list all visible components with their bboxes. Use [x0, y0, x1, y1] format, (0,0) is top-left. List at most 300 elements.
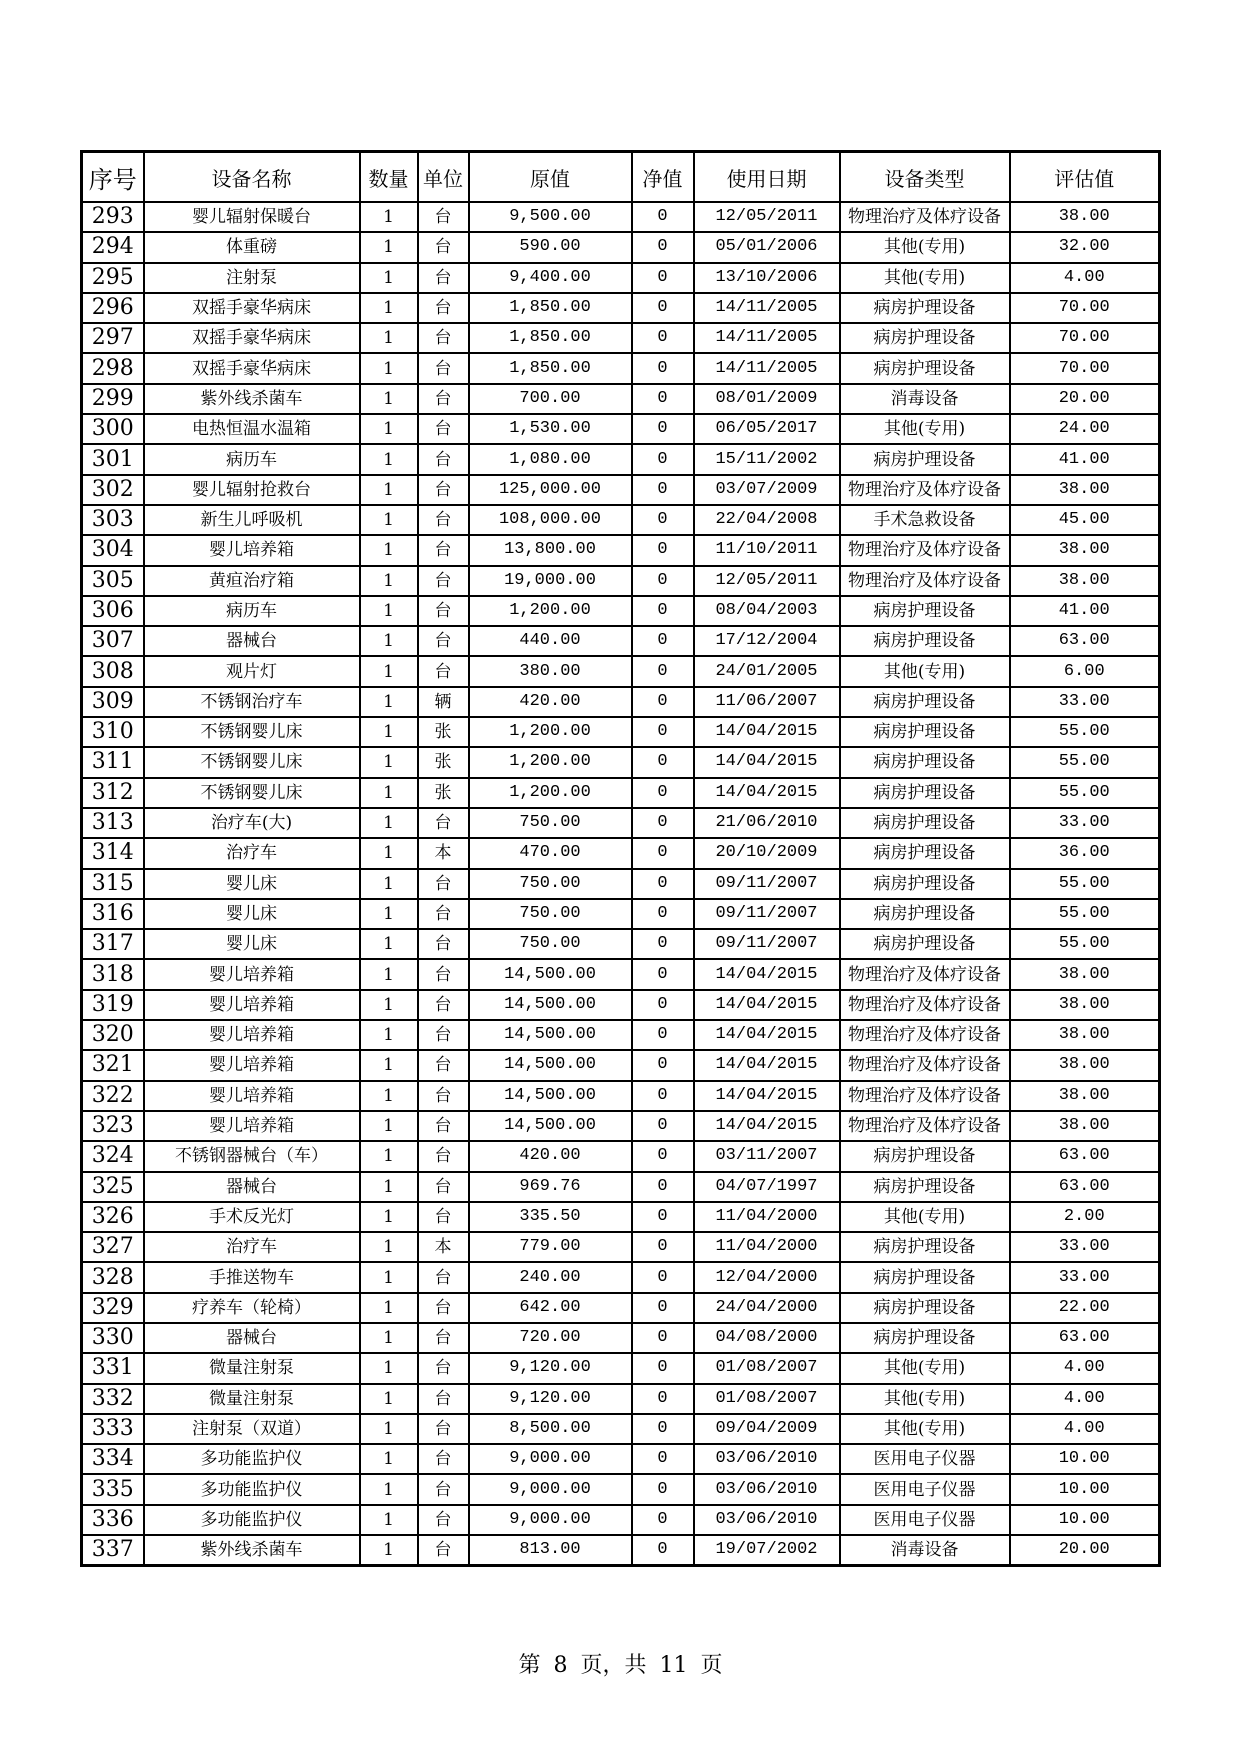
cell-net-value: 0	[632, 293, 694, 323]
cell-device-type: 医用电子仪器	[840, 1444, 1010, 1474]
cell-use-date: 01/08/2007	[694, 1384, 840, 1414]
cell-unit: 台	[418, 1353, 469, 1383]
cell-use-date: 05/01/2006	[694, 232, 840, 262]
cell-original-value: 19,000.00	[469, 566, 632, 596]
cell-index: 334	[82, 1444, 144, 1474]
cell-quantity: 1	[360, 1172, 418, 1202]
table-row	[82, 1172, 1160, 1202]
cell-unit: 台	[418, 232, 469, 262]
cell-device-type: 病房护理设备	[840, 353, 1010, 383]
cell-index: 329	[82, 1293, 144, 1323]
cell-index: 321	[82, 1050, 144, 1080]
cell-device-name: 不锈钢婴儿床	[144, 747, 360, 777]
cell-unit: 台	[418, 1050, 469, 1080]
cell-use-date: 13/10/2006	[694, 263, 840, 293]
cell-device-name: 紫外线杀菌车	[144, 1535, 360, 1566]
header-device-type: 设备类型	[840, 152, 1010, 203]
cell-device-name: 器械台	[144, 1323, 360, 1353]
cell-appraised-value: 70.00	[1010, 293, 1160, 323]
cell-device-type: 物理治疗及体疗设备	[840, 566, 1010, 596]
cell-original-value: 750.00	[469, 808, 632, 838]
table-row	[82, 202, 1160, 232]
cell-use-date: 14/04/2015	[694, 747, 840, 777]
cell-net-value: 0	[632, 1323, 694, 1353]
cell-use-date: 12/05/2011	[694, 202, 840, 232]
table-row	[82, 1323, 1160, 1353]
cell-original-value: 9,500.00	[469, 202, 632, 232]
cell-device-name: 不锈钢治疗车	[144, 687, 360, 717]
cell-device-type: 其他(专用)	[840, 656, 1010, 686]
cell-use-date: 12/05/2011	[694, 566, 840, 596]
cell-quantity: 1	[360, 1050, 418, 1080]
table-row	[82, 1505, 1160, 1535]
cell-index: 300	[82, 414, 144, 444]
cell-device-type: 消毒设备	[840, 1535, 1010, 1566]
cell-appraised-value: 20.00	[1010, 384, 1160, 414]
cell-net-value: 0	[632, 869, 694, 899]
cell-quantity: 1	[360, 1323, 418, 1353]
cell-device-type: 消毒设备	[840, 384, 1010, 414]
cell-device-type: 物理治疗及体疗设备	[840, 1050, 1010, 1080]
cell-device-name: 婴儿培养箱	[144, 1020, 360, 1050]
cell-quantity: 1	[360, 959, 418, 989]
cell-device-name: 疗养车（轮椅）	[144, 1293, 360, 1323]
cell-device-name: 婴儿培养箱	[144, 1050, 360, 1080]
cell-appraised-value: 38.00	[1010, 475, 1160, 505]
cell-use-date: 03/06/2010	[694, 1444, 840, 1474]
cell-device-type: 物理治疗及体疗设备	[840, 535, 1010, 565]
cell-device-type: 病房护理设备	[840, 1293, 1010, 1323]
cell-device-name: 微量注射泵	[144, 1353, 360, 1383]
header-index: 序号	[82, 152, 144, 203]
cell-appraised-value: 33.00	[1010, 808, 1160, 838]
table-row	[82, 1050, 1160, 1080]
cell-use-date: 14/04/2015	[694, 959, 840, 989]
table-row	[82, 475, 1160, 505]
cell-use-date: 06/05/2017	[694, 414, 840, 444]
cell-unit: 台	[418, 899, 469, 929]
cell-quantity: 1	[360, 384, 418, 414]
cell-appraised-value: 41.00	[1010, 596, 1160, 626]
cell-quantity: 1	[360, 1293, 418, 1323]
cell-quantity: 1	[360, 1353, 418, 1383]
cell-device-type: 其他(专用)	[840, 1353, 1010, 1383]
cell-index: 295	[82, 263, 144, 293]
cell-quantity: 1	[360, 747, 418, 777]
cell-original-value: 420.00	[469, 1141, 632, 1171]
cell-original-value: 969.76	[469, 1172, 632, 1202]
cell-index: 299	[82, 384, 144, 414]
cell-net-value: 0	[632, 1081, 694, 1111]
table-row	[82, 808, 1160, 838]
cell-device-name: 婴儿辐射抢救台	[144, 475, 360, 505]
cell-device-type: 病房护理设备	[840, 717, 1010, 747]
cell-original-value: 14,500.00	[469, 990, 632, 1020]
cell-net-value: 0	[632, 1232, 694, 1262]
cell-original-value: 1,200.00	[469, 596, 632, 626]
cell-net-value: 0	[632, 656, 694, 686]
cell-use-date: 11/04/2000	[694, 1202, 840, 1232]
cell-device-name: 器械台	[144, 626, 360, 656]
cell-device-name: 电热恒温水温箱	[144, 414, 360, 444]
cell-use-date: 09/04/2009	[694, 1414, 840, 1444]
header-quantity: 数量	[360, 152, 418, 203]
cell-device-type: 物理治疗及体疗设备	[840, 1111, 1010, 1141]
cell-device-name: 病历车	[144, 596, 360, 626]
cell-use-date: 21/06/2010	[694, 808, 840, 838]
cell-use-date: 14/11/2005	[694, 293, 840, 323]
cell-quantity: 1	[360, 1414, 418, 1444]
cell-quantity: 1	[360, 1535, 418, 1566]
cell-appraised-value: 63.00	[1010, 626, 1160, 656]
cell-appraised-value: 55.00	[1010, 747, 1160, 777]
cell-index: 304	[82, 535, 144, 565]
cell-index: 324	[82, 1141, 144, 1171]
cell-appraised-value: 38.00	[1010, 566, 1160, 596]
cell-unit: 台	[418, 384, 469, 414]
cell-device-type: 病房护理设备	[840, 1141, 1010, 1171]
cell-appraised-value: 55.00	[1010, 778, 1160, 808]
cell-net-value: 0	[632, 838, 694, 868]
cell-original-value: 125,000.00	[469, 475, 632, 505]
cell-net-value: 0	[632, 626, 694, 656]
cell-quantity: 1	[360, 717, 418, 747]
cell-index: 332	[82, 1384, 144, 1414]
cell-index: 337	[82, 1535, 144, 1566]
cell-unit: 台	[418, 566, 469, 596]
table-row	[82, 747, 1160, 777]
cell-index: 318	[82, 959, 144, 989]
cell-net-value: 0	[632, 1172, 694, 1202]
cell-original-value: 8,500.00	[469, 1414, 632, 1444]
cell-appraised-value: 63.00	[1010, 1172, 1160, 1202]
cell-quantity: 1	[360, 1262, 418, 1292]
table-row	[82, 1081, 1160, 1111]
table-row	[82, 1535, 1160, 1566]
cell-device-type: 其他(专用)	[840, 414, 1010, 444]
cell-quantity: 1	[360, 1384, 418, 1414]
cell-quantity: 1	[360, 929, 418, 959]
table-row	[82, 263, 1160, 293]
cell-quantity: 1	[360, 626, 418, 656]
table-row	[82, 990, 1160, 1020]
cell-quantity: 1	[360, 899, 418, 929]
cell-original-value: 1,850.00	[469, 293, 632, 323]
cell-net-value: 0	[632, 1141, 694, 1171]
cell-index: 331	[82, 1353, 144, 1383]
cell-device-name: 多功能监护仪	[144, 1474, 360, 1504]
table-row	[82, 1020, 1160, 1050]
cell-net-value: 0	[632, 384, 694, 414]
cell-quantity: 1	[360, 1232, 418, 1262]
cell-original-value: 1,200.00	[469, 717, 632, 747]
cell-appraised-value: 24.00	[1010, 414, 1160, 444]
table-row	[82, 1141, 1160, 1171]
cell-use-date: 14/04/2015	[694, 990, 840, 1020]
cell-appraised-value: 55.00	[1010, 869, 1160, 899]
cell-net-value: 0	[632, 1111, 694, 1141]
cell-quantity: 1	[360, 1081, 418, 1111]
cell-original-value: 440.00	[469, 626, 632, 656]
header-original-value: 原值	[469, 152, 632, 203]
cell-index: 322	[82, 1081, 144, 1111]
cell-net-value: 0	[632, 1414, 694, 1444]
header-net-value: 净值	[632, 152, 694, 203]
cell-quantity: 1	[360, 1111, 418, 1141]
cell-original-value: 779.00	[469, 1232, 632, 1262]
cell-use-date: 11/06/2007	[694, 687, 840, 717]
table-row	[82, 1414, 1160, 1444]
cell-appraised-value: 55.00	[1010, 929, 1160, 959]
cell-device-type: 病房护理设备	[840, 778, 1010, 808]
cell-index: 306	[82, 596, 144, 626]
cell-device-name: 婴儿培养箱	[144, 990, 360, 1020]
cell-device-type: 物理治疗及体疗设备	[840, 475, 1010, 505]
table-row	[82, 717, 1160, 747]
cell-use-date: 03/06/2010	[694, 1474, 840, 1504]
cell-device-type: 病房护理设备	[840, 869, 1010, 899]
cell-device-name: 注射泵	[144, 263, 360, 293]
cell-use-date: 17/12/2004	[694, 626, 840, 656]
cell-use-date: 14/04/2015	[694, 1020, 840, 1050]
cell-unit: 台	[418, 353, 469, 383]
cell-net-value: 0	[632, 1384, 694, 1414]
cell-quantity: 1	[360, 869, 418, 899]
cell-device-type: 病房护理设备	[840, 1262, 1010, 1292]
cell-device-name: 多功能监护仪	[144, 1444, 360, 1474]
cell-appraised-value: 10.00	[1010, 1505, 1160, 1535]
cell-unit: 台	[418, 626, 469, 656]
cell-unit: 台	[418, 869, 469, 899]
cell-index: 305	[82, 566, 144, 596]
cell-unit: 张	[418, 717, 469, 747]
cell-device-name: 婴儿培养箱	[144, 1081, 360, 1111]
cell-unit: 台	[418, 1444, 469, 1474]
cell-unit: 台	[418, 263, 469, 293]
cell-device-name: 病历车	[144, 444, 360, 474]
cell-device-name: 观片灯	[144, 656, 360, 686]
cell-original-value: 14,500.00	[469, 1081, 632, 1111]
cell-unit: 台	[418, 1414, 469, 1444]
cell-quantity: 1	[360, 1020, 418, 1050]
table-row	[82, 778, 1160, 808]
cell-index: 316	[82, 899, 144, 929]
cell-appraised-value: 10.00	[1010, 1474, 1160, 1504]
cell-net-value: 0	[632, 808, 694, 838]
cell-unit: 台	[418, 1474, 469, 1504]
cell-device-name: 双摇手豪华病床	[144, 293, 360, 323]
cell-index: 308	[82, 656, 144, 686]
cell-index: 310	[82, 717, 144, 747]
cell-device-type: 物理治疗及体疗设备	[840, 959, 1010, 989]
cell-original-value: 9,000.00	[469, 1505, 632, 1535]
cell-unit: 台	[418, 1081, 469, 1111]
cell-quantity: 1	[360, 232, 418, 262]
cell-unit: 辆	[418, 687, 469, 717]
cell-original-value: 700.00	[469, 384, 632, 414]
cell-device-name: 婴儿培养箱	[144, 535, 360, 565]
cell-index: 302	[82, 475, 144, 505]
cell-device-type: 物理治疗及体疗设备	[840, 990, 1010, 1020]
table-row	[82, 929, 1160, 959]
cell-unit: 台	[418, 1323, 469, 1353]
header-appraised-value: 评估值	[1010, 152, 1160, 203]
cell-net-value: 0	[632, 1505, 694, 1535]
cell-net-value: 0	[632, 475, 694, 505]
cell-quantity: 1	[360, 323, 418, 353]
cell-unit: 台	[418, 959, 469, 989]
cell-original-value: 720.00	[469, 1323, 632, 1353]
cell-device-name: 手术反光灯	[144, 1202, 360, 1232]
cell-quantity: 1	[360, 263, 418, 293]
cell-net-value: 0	[632, 717, 694, 747]
cell-device-name: 不锈钢器械台（车）	[144, 1141, 360, 1171]
cell-use-date: 14/04/2015	[694, 778, 840, 808]
cell-use-date: 08/01/2009	[694, 384, 840, 414]
cell-net-value: 0	[632, 899, 694, 929]
cell-net-value: 0	[632, 444, 694, 474]
cell-appraised-value: 45.00	[1010, 505, 1160, 535]
cell-index: 311	[82, 747, 144, 777]
cell-index: 328	[82, 1262, 144, 1292]
cell-index: 309	[82, 687, 144, 717]
cell-index: 319	[82, 990, 144, 1020]
cell-device-type: 病房护理设备	[840, 626, 1010, 656]
cell-index: 294	[82, 232, 144, 262]
cell-index: 303	[82, 505, 144, 535]
cell-original-value: 240.00	[469, 1262, 632, 1292]
cell-quantity: 1	[360, 353, 418, 383]
cell-device-name: 治疗车	[144, 1232, 360, 1262]
cell-net-value: 0	[632, 990, 694, 1020]
cell-quantity: 1	[360, 1474, 418, 1504]
cell-index: 326	[82, 1202, 144, 1232]
cell-net-value: 0	[632, 1262, 694, 1292]
cell-unit: 台	[418, 1293, 469, 1323]
cell-original-value: 14,500.00	[469, 1050, 632, 1080]
table-row	[82, 384, 1160, 414]
cell-device-type: 其他(专用)	[840, 263, 1010, 293]
cell-index: 301	[82, 444, 144, 474]
cell-unit: 台	[418, 475, 469, 505]
cell-original-value: 1,200.00	[469, 778, 632, 808]
cell-quantity: 1	[360, 838, 418, 868]
cell-unit: 台	[418, 1505, 469, 1535]
table-row	[82, 656, 1160, 686]
table-row	[82, 838, 1160, 868]
cell-device-name: 体重磅	[144, 232, 360, 262]
cell-unit: 台	[418, 1384, 469, 1414]
table-row	[82, 323, 1160, 353]
cell-net-value: 0	[632, 505, 694, 535]
table-row	[82, 959, 1160, 989]
cell-quantity: 1	[360, 1505, 418, 1535]
cell-appraised-value: 36.00	[1010, 838, 1160, 868]
cell-original-value: 14,500.00	[469, 1020, 632, 1050]
cell-use-date: 11/04/2000	[694, 1232, 840, 1262]
cell-device-type: 病房护理设备	[840, 1172, 1010, 1202]
cell-appraised-value: 41.00	[1010, 444, 1160, 474]
cell-unit: 本	[418, 1232, 469, 1262]
cell-unit: 台	[418, 1262, 469, 1292]
cell-appraised-value: 55.00	[1010, 717, 1160, 747]
cell-index: 333	[82, 1414, 144, 1444]
header-row	[82, 152, 1160, 203]
cell-index: 313	[82, 808, 144, 838]
cell-use-date: 14/11/2005	[694, 323, 840, 353]
cell-appraised-value: 22.00	[1010, 1293, 1160, 1323]
cell-device-type: 物理治疗及体疗设备	[840, 1020, 1010, 1050]
cell-appraised-value: 63.00	[1010, 1141, 1160, 1171]
cell-original-value: 642.00	[469, 1293, 632, 1323]
table-row	[82, 444, 1160, 474]
cell-index: 296	[82, 293, 144, 323]
cell-appraised-value: 70.00	[1010, 323, 1160, 353]
cell-unit: 台	[418, 1020, 469, 1050]
cell-device-type: 病房护理设备	[840, 808, 1010, 838]
cell-use-date: 04/08/2000	[694, 1323, 840, 1353]
cell-quantity: 1	[360, 293, 418, 323]
cell-unit: 本	[418, 838, 469, 868]
cell-device-name: 手推送物车	[144, 1262, 360, 1292]
cell-unit: 台	[418, 1111, 469, 1141]
table-row	[82, 414, 1160, 444]
cell-device-type: 医用电子仪器	[840, 1505, 1010, 1535]
cell-net-value: 0	[632, 1535, 694, 1566]
table-body	[82, 202, 1160, 1566]
cell-net-value: 0	[632, 414, 694, 444]
table-row	[82, 566, 1160, 596]
cell-device-type: 其他(专用)	[840, 232, 1010, 262]
cell-net-value: 0	[632, 202, 694, 232]
cell-original-value: 813.00	[469, 1535, 632, 1566]
cell-net-value: 0	[632, 929, 694, 959]
cell-device-name: 双摇手豪华病床	[144, 353, 360, 383]
cell-index: 323	[82, 1111, 144, 1141]
cell-use-date: 01/08/2007	[694, 1353, 840, 1383]
cell-use-date: 24/04/2000	[694, 1293, 840, 1323]
cell-quantity: 1	[360, 414, 418, 444]
cell-appraised-value: 38.00	[1010, 1050, 1160, 1080]
cell-device-type: 其他(专用)	[840, 1202, 1010, 1232]
cell-index: 327	[82, 1232, 144, 1262]
cell-quantity: 1	[360, 505, 418, 535]
cell-index: 293	[82, 202, 144, 232]
cell-quantity: 1	[360, 596, 418, 626]
cell-device-name: 新生儿呼吸机	[144, 505, 360, 535]
cell-appraised-value: 38.00	[1010, 202, 1160, 232]
cell-net-value: 0	[632, 1293, 694, 1323]
cell-appraised-value: 4.00	[1010, 1384, 1160, 1414]
cell-net-value: 0	[632, 323, 694, 353]
cell-unit: 台	[418, 505, 469, 535]
table-row	[82, 353, 1160, 383]
cell-original-value: 9,120.00	[469, 1353, 632, 1383]
cell-original-value: 14,500.00	[469, 959, 632, 989]
cell-quantity: 1	[360, 808, 418, 838]
cell-appraised-value: 10.00	[1010, 1444, 1160, 1474]
cell-use-date: 09/11/2007	[694, 869, 840, 899]
cell-original-value: 1,850.00	[469, 353, 632, 383]
cell-device-type: 病房护理设备	[840, 293, 1010, 323]
cell-device-type: 病房护理设备	[840, 929, 1010, 959]
cell-quantity: 1	[360, 475, 418, 505]
cell-net-value: 0	[632, 959, 694, 989]
cell-quantity: 1	[360, 444, 418, 474]
cell-device-name: 多功能监护仪	[144, 1505, 360, 1535]
cell-quantity: 1	[360, 990, 418, 1020]
header-unit: 单位	[418, 152, 469, 203]
